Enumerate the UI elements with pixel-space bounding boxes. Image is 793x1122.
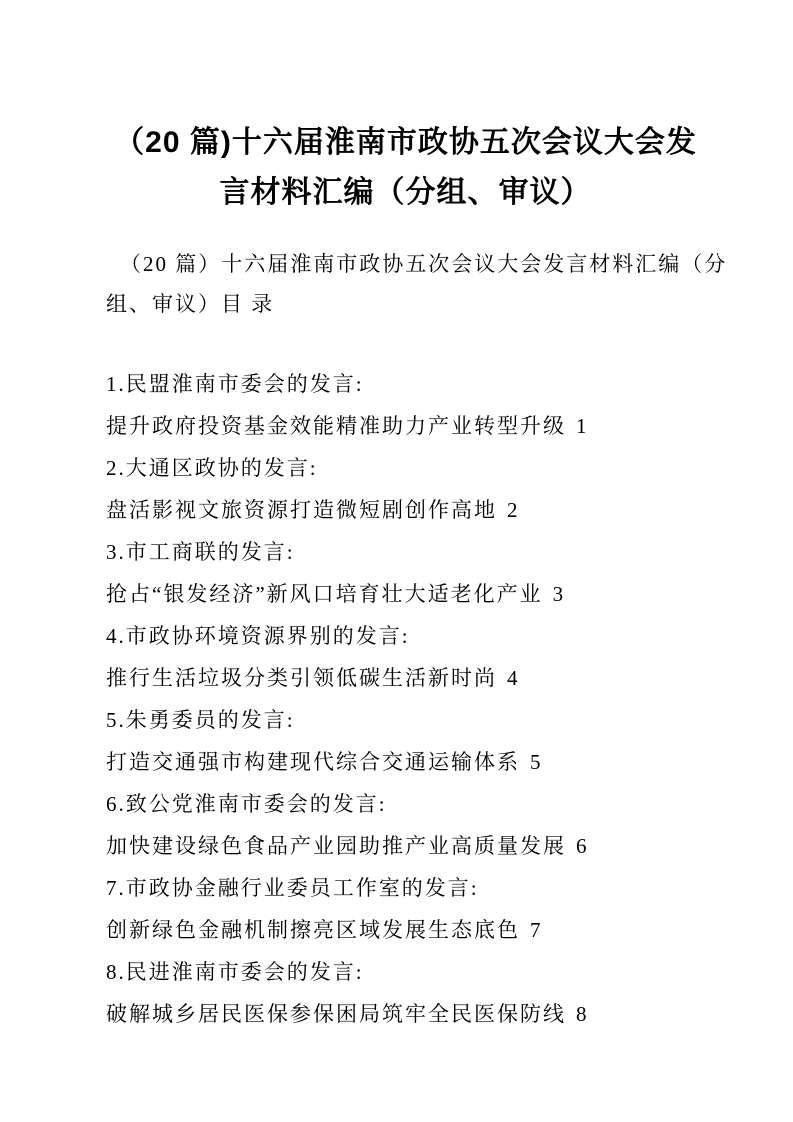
toc-item: [106, 867, 705, 951]
document-title-line-1: （20 篇)十六届淮南市政协五次会议大会发: [114, 126, 697, 159]
toc-item-heading: 2.大通区政协的发言:: [106, 456, 318, 480]
toc-item-entry: [106, 993, 705, 1035]
toc-entry-text: 提升政府投资基金效能精准助力产业转型升级: [106, 414, 566, 438]
toc-entry-text: 抢占“银发经济”新风口培育壮大适老化产业: [106, 582, 543, 606]
toc-entry-page: 8: [576, 1002, 587, 1026]
document-title-line-2: 言材料汇编（分组、审议）: [219, 176, 592, 209]
toc-item-entry: [106, 489, 705, 531]
toc-entry-page: 3: [552, 582, 564, 606]
toc-item-heading: 7.市政协金融行业委员工作室的发言:: [106, 876, 479, 900]
toc-item-heading: 5.朱勇委员的发言:: [106, 708, 295, 732]
toc-entry-text: 推行生活垃圾分类引领低碳生活新时尚: [106, 666, 497, 690]
toc-entry-page: 7: [530, 918, 541, 942]
toc-item: [106, 531, 705, 615]
toc-item-entry: [106, 657, 705, 699]
toc-item-entry: [106, 405, 705, 447]
toc-entry-text: 破解城乡居民医保参保困局筑牢全民医保防线: [106, 1002, 566, 1026]
toc-item-entry: [106, 825, 705, 867]
toc-item-heading: 1.民盟淮南市委会的发言:: [106, 372, 364, 396]
toc-item: [106, 615, 705, 699]
toc-item-heading: 8.民进淮南市委会的发言:: [106, 960, 364, 984]
toc-item-entry: [106, 909, 705, 951]
toc-item: [106, 951, 705, 1035]
toc-item: [106, 447, 705, 531]
toc-entry-text: 盘活影视文旅资源打造微短剧创作高地: [106, 498, 497, 522]
toc-entry-page: 6: [576, 834, 587, 858]
toc-entry-page: 1: [576, 414, 587, 438]
toc-entry-text: 加快建设绿色食品产业园助推产业高质量发展: [106, 834, 566, 858]
toc-item-entry: [106, 573, 705, 615]
toc-entry-page: 4: [507, 666, 518, 690]
toc-entry-text: 创新绿色金融机制擦亮区域发展生态底色: [106, 918, 520, 942]
toc-list: [106, 363, 705, 1035]
toc-entry-page: 2: [507, 498, 518, 522]
document-title: [106, 118, 705, 218]
toc-item-entry: [106, 741, 705, 783]
toc-intro: [106, 244, 728, 324]
toc-item-heading: 4.市政协环境资源界别的发言:: [106, 624, 410, 648]
toc-item: [106, 363, 705, 447]
toc-item: [106, 783, 705, 867]
toc-intro-line-2: 组、审议）目 录: [106, 292, 275, 316]
toc-item: [106, 699, 705, 783]
toc-entry-page: 5: [530, 750, 541, 774]
toc-item-heading: 3.市工商联的发言:: [106, 540, 295, 564]
toc-item-heading: 6.致公党淮南市委会的发言:: [106, 792, 387, 816]
toc-entry-text: 打造交通强市构建现代综合交通运输体系: [106, 750, 520, 774]
toc-intro-line-1: （20 篇）十六届淮南市政协五次会议大会发言材料汇编（分: [120, 252, 728, 276]
